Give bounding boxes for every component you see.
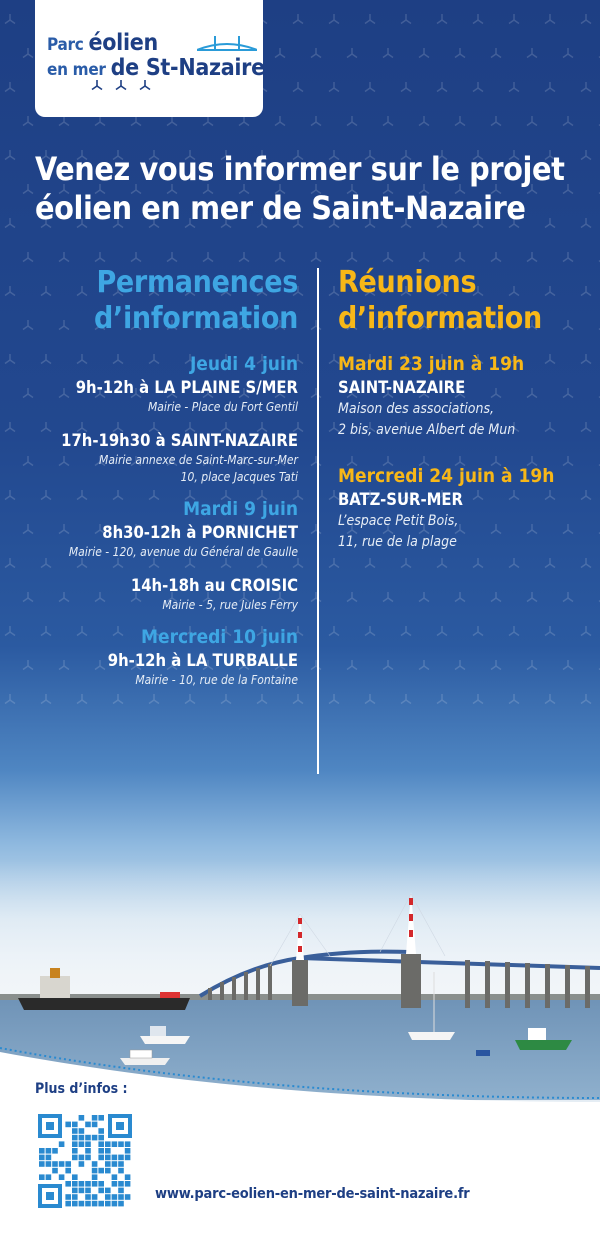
headline-line1: Venez vous informer sur le projet [35,150,565,188]
more-info-label: Plus d’infos : [35,1081,128,1097]
day-heading: Mercredi 10 juin [140,626,298,648]
day-heading: Jeudi 4 juin [189,353,298,375]
session-address: Mairie annexe de Saint-Marc-sur-Mer [99,453,298,467]
logo-line2: en mer de St-Nazaire [47,55,265,81]
day-heading: Mardi 9 juin [183,498,298,520]
session-address: Mairie - 5, rue Jules Ferry [162,598,298,612]
turbines-icon [89,78,159,92]
session-slot: 8h30-12h à PORNICHET [102,523,298,542]
session-address: Mairie - 10, rue de la Fontaine [135,673,298,687]
logo [35,0,263,117]
session-address: Mairie - 120, avenue du Général de Gaulle [68,545,298,559]
meeting-address: L’espace Petit Bois, [338,513,459,529]
session-address: 10, place Jacques Tati [180,470,298,484]
session-slot: 9h-12h à LA PLAINE S/MER [75,378,298,397]
permanences-title: Permanences d’information [94,265,298,336]
meeting-day: Mardi 23 juin à 19h [338,353,525,375]
reunions-column [338,265,598,553]
meeting-address: 11, rue de la plage [338,534,457,550]
meeting-address: 2 bis, avenue Albert de Mun [338,422,516,438]
permanences-column [20,265,298,689]
bridge-icon [197,34,257,54]
session-slot: 17h-19h30 à SAINT-NAZAIRE [61,431,298,450]
meeting-city: BATZ-SUR-MER [338,490,463,509]
session-address: Mairie - Place du Fort Gentil [147,400,298,414]
column-divider [317,268,319,774]
website-link[interactable]: www.parc-eolien-en-mer-de-saint-nazaire.fr [155,1186,470,1202]
headline-line2: éolien en mer de Saint-Nazaire [35,189,526,227]
session-slot: 14h-18h au CROISIC [130,576,298,595]
meeting-city: SAINT-NAZAIRE [338,378,466,397]
meeting-address: Maison des associations, [338,401,495,417]
qr-code[interactable] [36,1112,134,1210]
logo-line1: Parc éolien [47,30,158,56]
session-slot: 9h-12h à LA TURBALLE [107,651,298,670]
reunions-title: Réunions d’information [338,265,542,336]
meeting-day: Mercredi 24 juin à 19h [338,465,555,487]
headline [35,150,575,228]
